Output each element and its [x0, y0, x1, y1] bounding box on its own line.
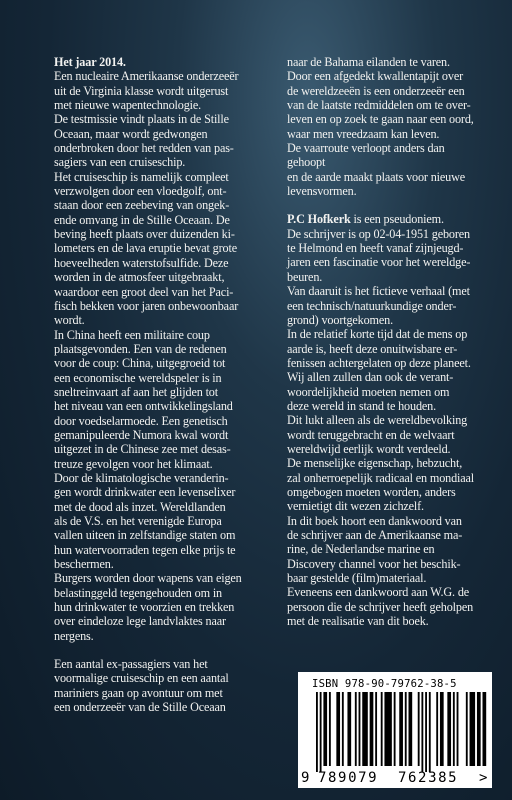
text-line: hun drinkwater te voorzien en trekken	[54, 600, 235, 615]
text-line: verzwolgen door een vloedgolf, ont-	[54, 184, 227, 199]
paragraph-gap	[287, 198, 483, 212]
barcode-bar	[381, 692, 383, 766]
text-line: met de dood als inzet. Wereldlanden	[54, 499, 226, 514]
text-line: wordt.	[54, 313, 85, 328]
barcode-arrow: >	[479, 770, 488, 786]
text-line: Door een afgedekt kwallentapijt over	[287, 69, 463, 84]
text-line: hoeveelheden waterstofsulfide. Deze	[54, 255, 229, 270]
text-line: staan door een zeebeving van ongek-	[54, 198, 230, 213]
text-line: Oceaan, maar wordt gedwongen	[54, 126, 208, 141]
text-line: een economische wereldspeler is in	[54, 370, 222, 385]
text-line: en de aarde maakt plaats voor nieuwe	[287, 169, 466, 184]
text-line: Door de klimatologische veranderin-	[54, 470, 229, 485]
author-line-rest: is een pseudoniem.	[350, 212, 444, 227]
text-line: jaren een fascinatie voor het wereldge-	[287, 255, 471, 270]
text-line: baar gestelde (film)materiaal.	[287, 571, 427, 586]
barcode-bar	[405, 692, 407, 766]
text-line: beving heeft plaats over duizenden ki-	[54, 227, 235, 242]
paragraph-gap	[54, 643, 278, 657]
text-line: gen wordt drinkwater een levenselixer	[54, 485, 236, 500]
text-line: Burgers worden door wapens van eigen	[54, 571, 242, 586]
barcode-bar	[429, 692, 431, 772]
barcode-bar	[447, 692, 451, 766]
barcode-bar	[399, 692, 403, 766]
barcode-bar	[320, 692, 322, 772]
barcode-bar	[384, 692, 391, 766]
barcode-bar	[418, 692, 420, 766]
text-line: vallen uiteen in zelfstandige staten om	[54, 528, 236, 543]
text-line: Eveneens een dankwoord aan W.G. de	[287, 585, 470, 600]
barcode-bar	[477, 692, 481, 766]
barcode-digits-right: 762385	[398, 770, 459, 786]
text-line: wordt teruggebracht en de welvaart	[287, 427, 455, 442]
text-line: beuren.	[287, 269, 323, 284]
text-line: te Helmond en heeft vanaf zijnjeugd-	[287, 241, 464, 256]
text-line: treuze gevolgen voor het klimaat.	[54, 456, 213, 471]
text-line: De menselijke eigenschap, hebzucht,	[287, 456, 463, 471]
barcode-bar	[336, 692, 340, 766]
text-line: plaatsgevonden. Een van de redenen	[54, 341, 227, 356]
right-body-text	[287, 55, 483, 198]
text-line: levensvormen.	[287, 184, 357, 199]
text-line: beschermen.	[54, 557, 114, 572]
text-line: Dit lukt alleen als de wereldbevolking	[287, 413, 468, 428]
text-line: van de laatste redmiddelen om te over-	[287, 98, 471, 113]
barcode-bar	[316, 692, 318, 772]
barcode-bar	[375, 692, 377, 766]
text-line: naar de Bahama eilanden te varen.	[287, 55, 450, 69]
text-line: In de relatief korte tijd dat de mens op	[287, 327, 468, 342]
text-line: rine, de Nederlandse marine en	[287, 542, 435, 557]
barcode-bar	[470, 692, 476, 766]
text-line: fenissen achtergelaten op deze planeet.	[287, 355, 471, 370]
barcode-bar	[421, 692, 423, 772]
left-closing-text	[54, 657, 278, 714]
barcode-digits-left: 789079	[318, 770, 379, 786]
barcode-bar	[440, 692, 444, 766]
left-body-text	[54, 69, 278, 643]
barcode-bar	[425, 692, 427, 772]
barcode-bar	[342, 692, 344, 766]
author-bio-text	[287, 227, 483, 629]
barcode-bar	[355, 692, 357, 766]
text-line: een onderzeeër van de Stille Oceaan	[54, 700, 226, 715]
barcode-bar	[362, 692, 368, 766]
text-line: zal onherroepelijk radicaal en mondiaal	[287, 470, 475, 485]
barcode-bar	[457, 692, 459, 766]
barcode-bar	[329, 692, 331, 766]
text-line: Een nucleaire Amerikaanse onderzeeër	[54, 69, 239, 84]
barcode-bar	[359, 692, 361, 766]
author-line	[287, 212, 483, 226]
text-line: aarde is, heeft deze onuitwisbare er-	[287, 341, 458, 356]
isbn-label: ISBN 978-90-79762-38-5	[312, 678, 457, 690]
text-line: het niveau van een ontwikkelingsland	[54, 399, 233, 414]
text-line: De vaarroute verloopt anders dan gehoopt	[287, 141, 445, 170]
barcode-bar	[409, 692, 413, 766]
text-line: door voedselarmoede. Een genetisch	[54, 413, 228, 428]
text-line: uit de Virginia klasse wordt uitgerust	[54, 83, 229, 98]
heading-year: Het jaar 2014.	[54, 55, 126, 69]
barcode-bar	[436, 692, 438, 766]
text-line: persoon die de schrijver heeft geholpen	[287, 599, 474, 614]
text-line: met de realisatie van dit boek.	[287, 614, 429, 629]
text-line: nergens.	[54, 628, 94, 643]
text-line: Discovery channel voor het beschik-	[287, 556, 461, 571]
barcode-bars	[302, 692, 488, 772]
text-line: over eindeloze lege landvlaktes naar	[54, 614, 226, 629]
text-line: belastinggeld tegengehouden om in	[54, 585, 223, 600]
text-line: als de V.S. en het verenigde Europa	[54, 514, 222, 528]
author-name: P.C Hofkerk	[287, 212, 351, 227]
barcode-bar	[483, 692, 487, 766]
text-line: worden in de atmosfeer uitgebraakt,	[54, 270, 225, 285]
text-line: de wereldzeeën is een onderzeeër een	[287, 83, 465, 98]
text-line: Het cruiseschip is namelijk compleet	[54, 169, 229, 184]
text-line: onderbroken door het redden van pas-	[54, 141, 234, 156]
text-line: wereldwijd eerlijk wordt verdeeld.	[287, 441, 451, 456]
text-line: voormalige cruiseschip en een aantal	[54, 671, 229, 686]
text-line: fisch bekken voor jaren onbewoonbaar	[54, 298, 239, 313]
text-line: mariniers gaan op avontuur om met	[54, 685, 223, 700]
text-line: de schrijver aan de Amerikaanse ma-	[287, 528, 463, 542]
text-line: met nieuwe wapentechnologie.	[54, 98, 202, 113]
text-line: In dit boek hoort een dankwoord van	[287, 513, 462, 528]
text-line: De testmissie vindt plaats in de Stille	[54, 112, 229, 127]
text-line: lometers en de lava eruptie bevat grote	[54, 241, 237, 256]
barcode-bar	[370, 692, 374, 766]
text-line: sagiers van een cruiseschip.	[54, 155, 186, 170]
text-line: omgebogen moeten worden, anders	[287, 484, 456, 499]
barcode-bar	[394, 692, 396, 766]
text-line: Wij allen zullen dan ook de verant-	[287, 370, 454, 385]
isbn-barcode	[298, 672, 492, 788]
text-line: waardoor een groot deel van het Paci-	[54, 284, 234, 299]
text-line: De schrijver is op 02-04-1951 geboren	[287, 226, 470, 241]
text-line: grond) voortgekomen.	[287, 312, 393, 327]
barcode-bar	[466, 692, 468, 766]
text-line: hun watervoorraden tegen elke prijs te	[54, 542, 236, 557]
text-line: uitgezet in de Chinese zee met desas-	[54, 442, 231, 457]
text-line: deze wereld in stand te houden.	[287, 398, 436, 413]
text-line: een technisch/natuurkundige onder-	[287, 298, 457, 313]
text-line: Een aantal ex-passagiers van het	[54, 657, 208, 672]
barcode-digit-first: 9	[301, 770, 310, 786]
barcode-bar	[323, 692, 327, 766]
text-line: sneltreinvaart af aan het glijden tot	[54, 384, 218, 399]
text-line: Van daaruit is het fictieve verhaal (met	[287, 284, 470, 299]
right-text-column	[287, 55, 483, 628]
text-line: gemanipuleerde Numora kwal wordt	[54, 427, 229, 442]
text-line: In China heeft een militaire coup	[54, 327, 210, 342]
barcode-bar	[453, 692, 455, 766]
text-line: ende omvang in de Stille Oceaan. De	[54, 212, 230, 227]
text-line: voor de coup: China, uitgegroeid tot	[54, 356, 226, 371]
text-line: woordelijkheid moeten nemen om	[287, 384, 450, 399]
text-line: vernietigt dit wezen zichzelf.	[287, 499, 424, 514]
barcode-bar	[347, 692, 351, 766]
text-line: waar men vreedzaam kan leven.	[287, 126, 440, 141]
text-line: leven en op zoek te gaan naar een oord,	[287, 112, 474, 127]
left-text-column	[54, 55, 278, 714]
